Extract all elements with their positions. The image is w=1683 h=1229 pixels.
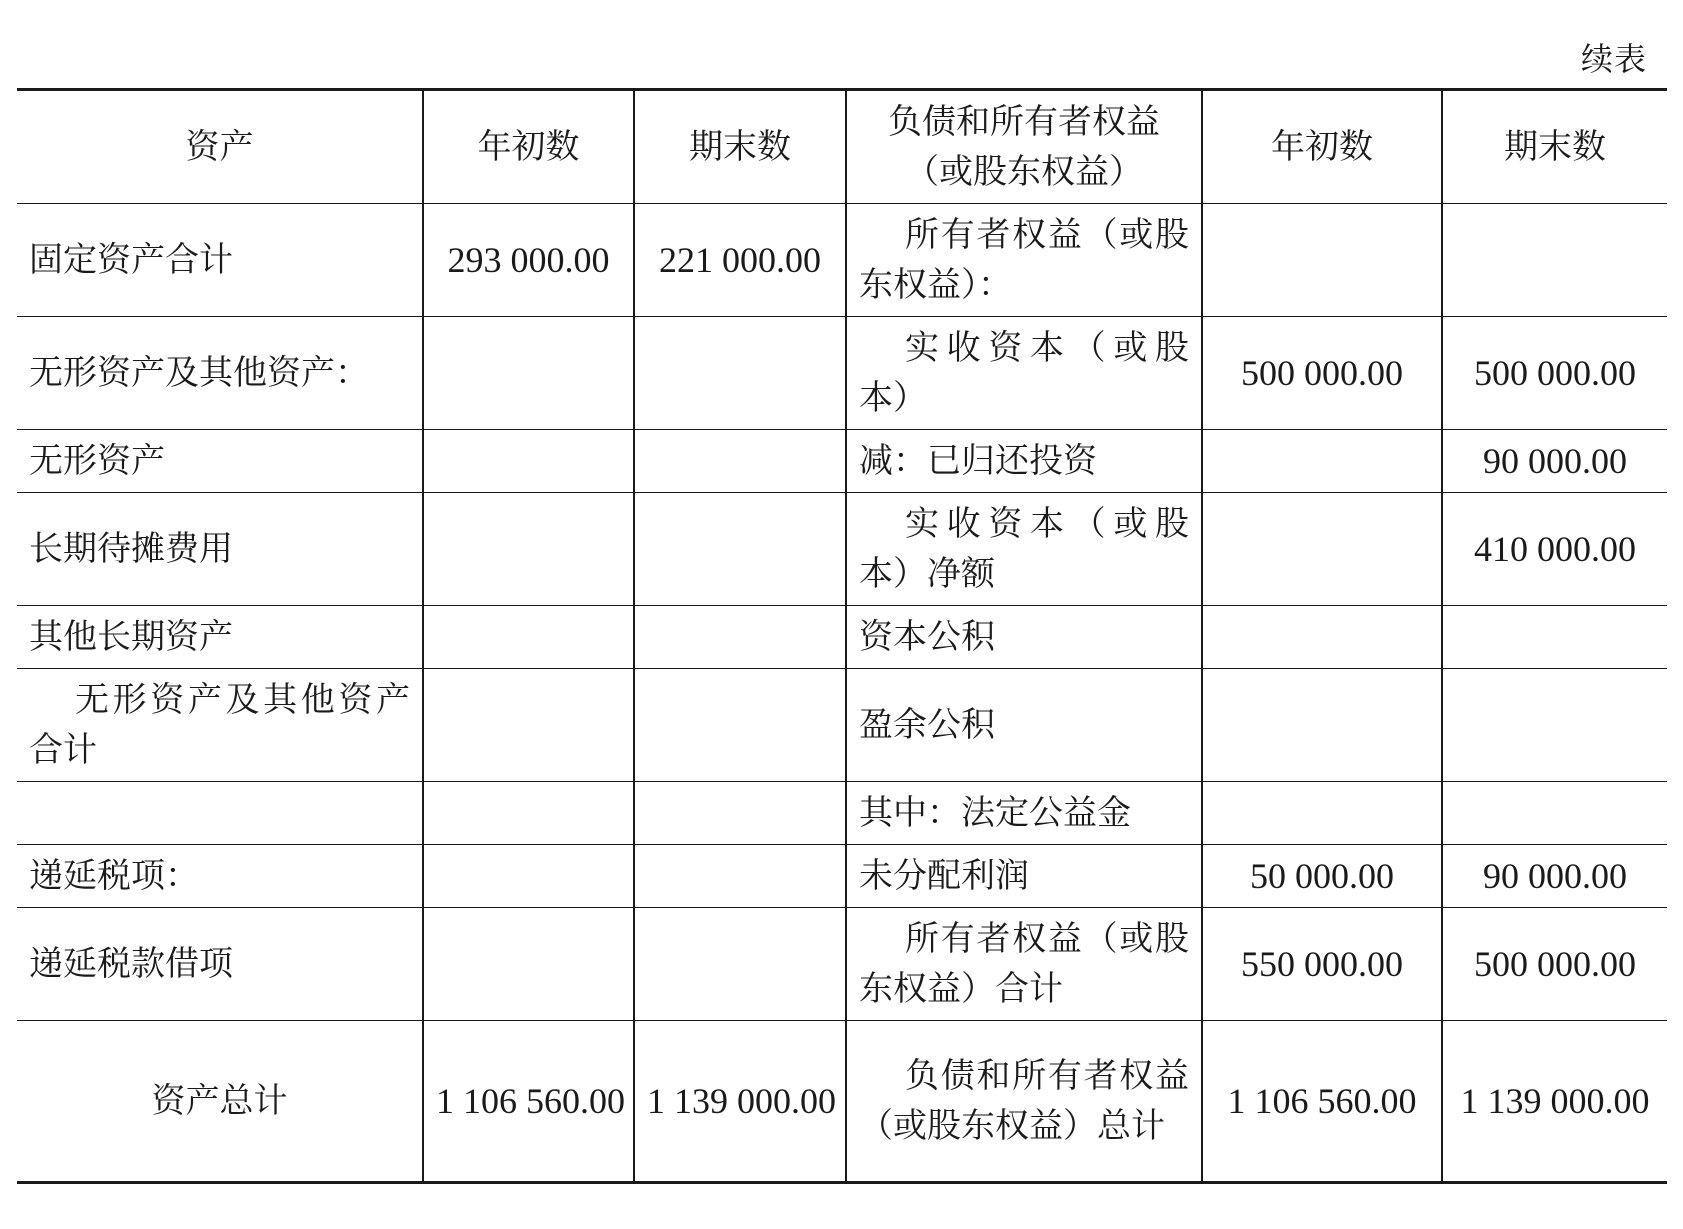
- liab-end-value: [1442, 782, 1667, 845]
- asset-label: 其他长期资产: [17, 606, 423, 669]
- asset-begin-value: [423, 430, 634, 493]
- table-row: [17, 204, 1667, 317]
- asset-begin-value: [423, 669, 634, 782]
- liab-begin-value: [1202, 669, 1442, 782]
- liab-end-value: 1 139 000.00: [1442, 1021, 1667, 1183]
- asset-begin-value: 1 106 560.00: [423, 1021, 634, 1183]
- asset-label: [17, 782, 423, 845]
- liab-end-value: [1442, 204, 1667, 317]
- col-header-assets-end: 期末数: [634, 90, 846, 204]
- asset-end-value: [634, 845, 846, 908]
- asset-begin-value: [423, 908, 634, 1021]
- liab-label: 负债和所有者权益（或股东权益）总计: [846, 1021, 1202, 1183]
- asset-end-value: [634, 317, 846, 430]
- table-row: [17, 908, 1667, 1021]
- table-row: [17, 493, 1667, 606]
- table-row: [17, 317, 1667, 430]
- liab-end-value: [1442, 669, 1667, 782]
- col-header-liabilities-equity: 负债和所有者权益（或股东权益）: [846, 90, 1202, 204]
- liab-begin-value: [1202, 430, 1442, 493]
- table-row: [17, 1021, 1667, 1183]
- asset-begin-value: [423, 493, 634, 606]
- asset-end-value: [634, 669, 846, 782]
- asset-label: 固定资产合计: [17, 204, 423, 317]
- asset-label: 无形资产及其他资产合计: [17, 669, 423, 782]
- asset-label: 递延税款借项: [17, 908, 423, 1021]
- asset-label: 长期待摊费用: [17, 493, 423, 606]
- table-row: [17, 845, 1667, 908]
- liab-end-value: 500 000.00: [1442, 317, 1667, 430]
- asset-label: 无形资产及其他资产：: [17, 317, 423, 430]
- col-header-liab-end: 期末数: [1442, 90, 1667, 204]
- liab-begin-value: 500 000.00: [1202, 317, 1442, 430]
- asset-end-value: [634, 493, 846, 606]
- asset-begin-value: [423, 845, 634, 908]
- liab-end-value: 90 000.00: [1442, 845, 1667, 908]
- table-caption: 续表: [1580, 40, 1647, 78]
- col-header-liab-begin: 年初数: [1202, 90, 1442, 204]
- col-header-assets: 资产: [17, 90, 423, 204]
- table-row: [17, 669, 1667, 782]
- liab-begin-value: [1202, 204, 1442, 317]
- liab-begin-value: 550 000.00: [1202, 908, 1442, 1021]
- liab-begin-value: [1202, 782, 1442, 845]
- liab-begin-value: [1202, 493, 1442, 606]
- liab-end-value: 90 000.00: [1442, 430, 1667, 493]
- asset-begin-value: [423, 317, 634, 430]
- asset-end-value: 1 139 000.00: [634, 1021, 846, 1183]
- liab-begin-value: [1202, 606, 1442, 669]
- liab-end-value: 500 000.00: [1442, 908, 1667, 1021]
- liab-end-value: 410 000.00: [1442, 493, 1667, 606]
- liab-label: 其中：法定公益金: [846, 782, 1202, 845]
- asset-begin-value: 293 000.00: [423, 204, 634, 317]
- asset-label: 资产总计: [17, 1021, 423, 1183]
- table-row: [17, 430, 1667, 493]
- asset-begin-value: [423, 782, 634, 845]
- asset-end-value: [634, 908, 846, 1021]
- liab-label: 实收资本（或股本）: [846, 317, 1202, 430]
- asset-end-value: [634, 782, 846, 845]
- asset-end-value: [634, 606, 846, 669]
- liab-end-value: [1442, 606, 1667, 669]
- liab-begin-value: 50 000.00: [1202, 845, 1442, 908]
- col-header-assets-begin: 年初数: [423, 90, 634, 204]
- asset-end-value: [634, 430, 846, 493]
- liab-label: 所有者权益（或股东权益）合计: [846, 908, 1202, 1021]
- asset-label: 无形资产: [17, 430, 423, 493]
- liab-label: 资本公积: [846, 606, 1202, 669]
- table-row: [17, 782, 1667, 845]
- liab-label: 所有者权益（或股东权益）：: [846, 204, 1202, 317]
- liab-label: 未分配利润: [846, 845, 1202, 908]
- asset-label: 递延税项：: [17, 845, 423, 908]
- asset-end-value: 221 000.00: [634, 204, 846, 317]
- header-row: [17, 90, 1667, 204]
- table-row: [17, 606, 1667, 669]
- balance-sheet-table: [17, 88, 1667, 1184]
- liab-begin-value: 1 106 560.00: [1202, 1021, 1442, 1183]
- liab-label: 盈余公积: [846, 669, 1202, 782]
- liab-label: 实收资本（或股本）净额: [846, 493, 1202, 606]
- asset-begin-value: [423, 606, 634, 669]
- liab-label: 减：已归还投资: [846, 430, 1202, 493]
